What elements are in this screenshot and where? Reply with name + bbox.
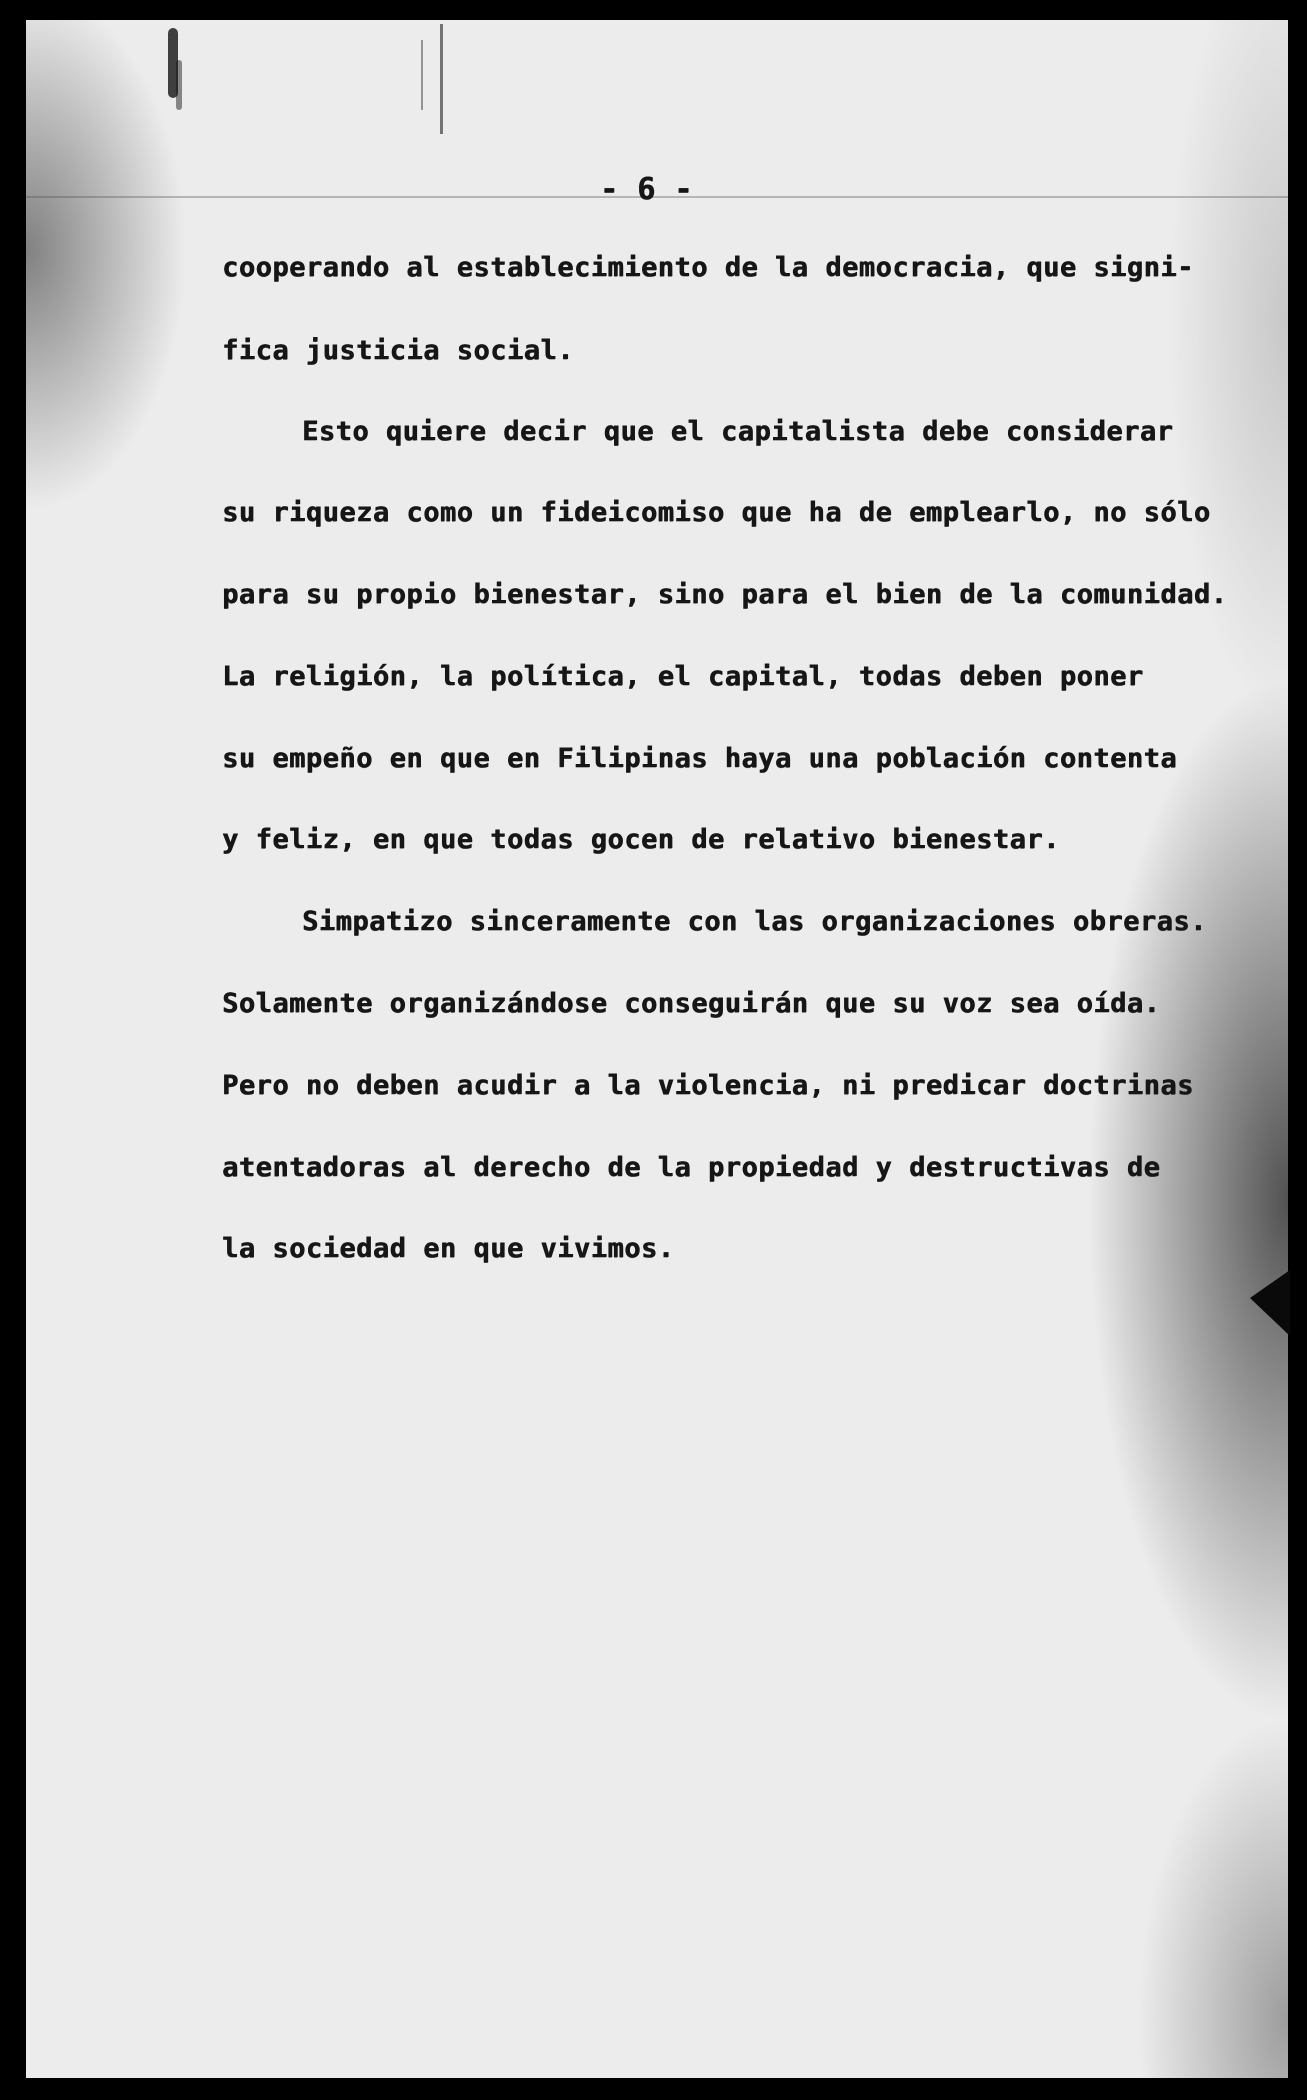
document-page [26, 20, 1288, 2078]
text-line: atentadoras al derecho de la propiedad y destructivas de [222, 1152, 1161, 1183]
text-line: Simpatizo sinceramente con las organizaciones obreras. [302, 906, 1207, 937]
ink-smudge [421, 40, 423, 110]
text-line: fica justicia social. [222, 335, 574, 366]
text-line: Solamente organizándose conseguirán que su voz sea oída. [222, 988, 1161, 1019]
text-line: su empeño en que en Filipinas haya una población contenta [222, 743, 1178, 774]
text-line: Pero no deben acudir a la violencia, ni predicar doctrinas [222, 1070, 1194, 1101]
text-line: la sociedad en que vivimos. [222, 1233, 675, 1264]
torn-edge [1250, 1270, 1290, 1336]
text-line: Esto quiere decir que el capitalista debe considerar [302, 416, 1174, 447]
text-line: para su propio bienestar, sino para el bien de la comunidad. [222, 579, 1228, 610]
text-line: su riqueza como un fideicomiso que ha de emplearlo, no sólo [222, 497, 1211, 528]
page-number: - 6 - [600, 172, 693, 207]
text-line: cooperando al establecimiento de la democracia, que signi- [222, 252, 1194, 283]
text-line: y feliz, en que todas gocen de relativo bienestar. [222, 824, 1060, 855]
ink-smudge [440, 24, 443, 134]
text-line: La religión, la política, el capital, todas deben poner [222, 661, 1144, 692]
ink-smudge [176, 60, 182, 110]
